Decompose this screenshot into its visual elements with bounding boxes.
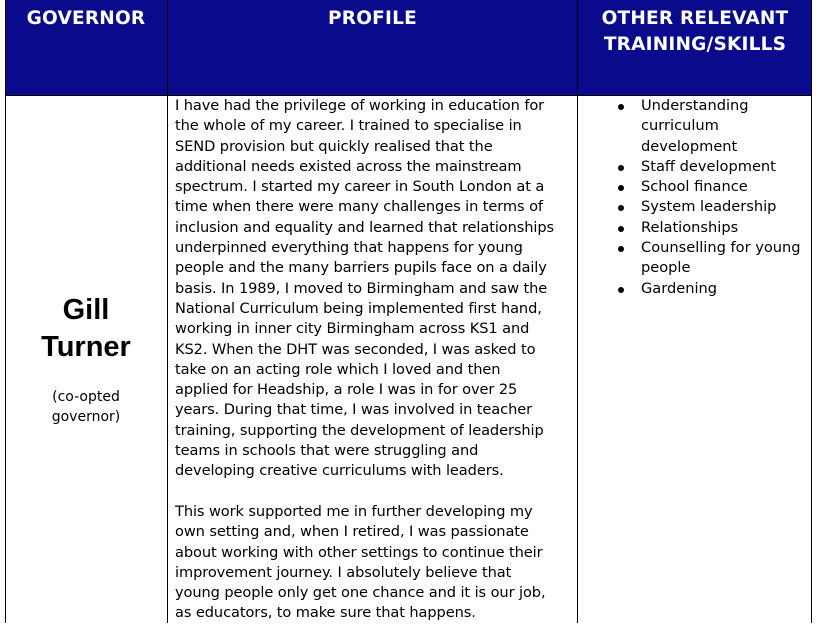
profile-line: working in inner city Birmingham across KS1 and [175, 320, 530, 338]
skills-cell [578, 96, 812, 299]
skill-label: Counselling for young people [641, 239, 801, 277]
profile-line: teams in schools that were struggling and [175, 442, 479, 460]
profile-line: I have had the privilege of working in education for [175, 97, 545, 114]
skill-label: School finance [641, 178, 748, 196]
profile-line: applied for Headship, a role I was in for over 25 [175, 381, 518, 399]
profile-paragraph-2 [175, 502, 573, 624]
skill-label: Relationships [641, 218, 739, 236]
governor-role: (co-opted governor) [51, 389, 121, 425]
governor-profile-table [5, 0, 812, 623]
profile-line: basis. In 1989, I moved to Birmingham and saw the [175, 279, 548, 297]
governor-cell [5, 96, 167, 623]
profile-line: training, supporting the development of leadership [175, 421, 544, 439]
skill-label: Understanding curriculum development [641, 97, 749, 155]
list-item [578, 218, 812, 238]
profile-line: KS2. When the DHT was seconded, I was asked to [175, 340, 536, 358]
bullet-icon [618, 165, 624, 171]
list-item [578, 177, 812, 197]
profile-line: underpinned everything that happens for young [175, 239, 523, 257]
header-skills-line-1: OTHER RELEVANT [601, 8, 789, 29]
bullet-icon [618, 246, 624, 252]
profile-cell [175, 96, 573, 624]
list-item [578, 96, 812, 157]
bullet-icon [618, 185, 624, 191]
profile-line: time when there were many challenges in terms of [175, 198, 543, 216]
list-item [578, 197, 812, 217]
list-item [578, 279, 812, 299]
list-item [578, 157, 812, 177]
governor-last-name: Turner [41, 331, 131, 363]
list-item [578, 238, 812, 279]
skills-list [578, 96, 812, 299]
bullet-icon [618, 287, 624, 293]
profile-line: people and the many barriers pupils face on a daily [175, 259, 547, 277]
governor-first-name: Gill [62, 294, 110, 326]
skill-label: Gardening [641, 279, 718, 297]
profile-line: National Curriculum being implemented first hand, [175, 299, 542, 317]
governor-name [5, 292, 167, 366]
bullet-icon [618, 226, 624, 232]
profile-line: spectrum. I started my career in South London at a [175, 178, 545, 196]
header-skills-line-2: TRAINING/SKILLS [603, 34, 787, 55]
profile-line: young people only get one chance and it is our job, [175, 584, 546, 602]
table-row [5, 96, 812, 623]
profile-line: This work supported me in further developing my [175, 502, 533, 520]
profile-line: the whole of my career. I trained to specialise in [175, 117, 522, 135]
profile-line: SEND provision but quickly realised that the [175, 137, 493, 155]
header-governor: GOVERNOR [26, 8, 146, 29]
profile-line: own setting and, when I retired, I was passionate [175, 523, 529, 541]
profile-line: as educators, to make sure that happens. [175, 604, 476, 622]
header-profile: PROFILE [328, 8, 417, 29]
table-header [5, 0, 812, 96]
profile-line: about working with other settings to continue their [175, 543, 543, 561]
profile-line: additional needs existed across the mainstream [175, 157, 522, 175]
skill-label: Staff development [641, 157, 776, 175]
profile-line: years. During that time, I was involved in teacher [175, 401, 533, 419]
bullet-icon [618, 205, 624, 211]
profile-line: improvement journey. I absolutely believe that [175, 563, 512, 581]
profile-line: developing creative curriculums with leaders. [175, 462, 504, 480]
profile-paragraph-1 [175, 96, 573, 482]
header-skills [578, 0, 812, 95]
profile-line: inclusion and equality and learned that relationships [175, 218, 555, 236]
bullet-icon [618, 104, 624, 110]
profile-line: take on an acting role which I loved and then [175, 360, 501, 378]
skill-label: System leadership [641, 198, 777, 216]
